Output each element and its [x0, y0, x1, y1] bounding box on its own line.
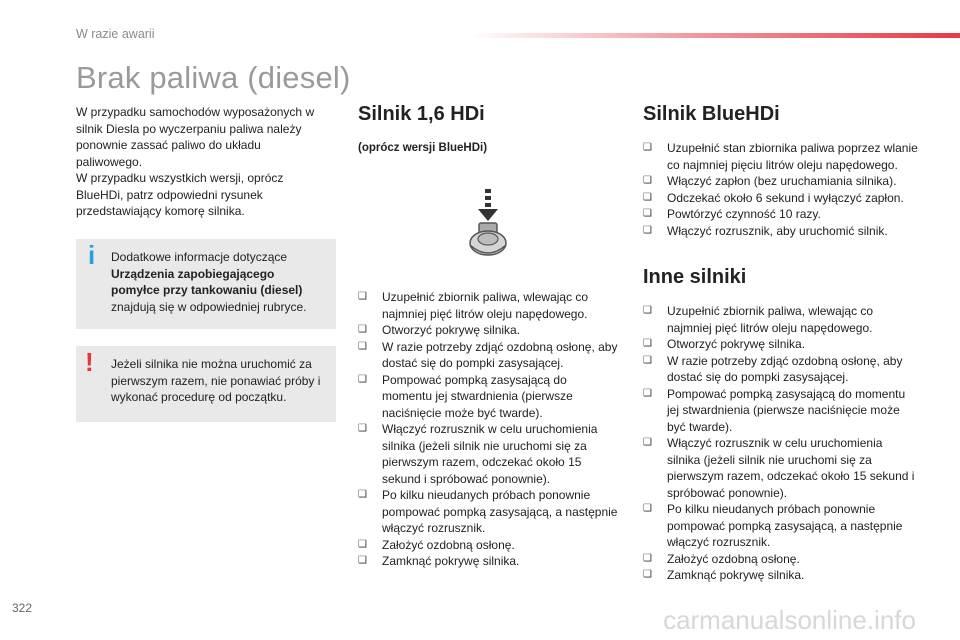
step-item: ❑ Założyć ozdobną osłonę.: [358, 537, 515, 552]
hdi-title: Silnik 1,6 HDi: [358, 103, 485, 125]
checkbox-icon: ❑: [643, 191, 652, 203]
step-item: ❑ Uzupełnić stan zbiornika paliwa poprzez wlanie co najmniej pięciu litrów oleju napędowego.: [643, 141, 918, 172]
step-item: ❑ Po kilku nieudanych próbach ponownie pompować pompką zasysającą, a następnie włączyć rozrusznik.: [358, 488, 618, 535]
checkbox-icon: ❑: [643, 569, 652, 580]
info-icon: i: [88, 240, 96, 270]
hdi-steps: [358, 289, 618, 570]
checkbox-icon: ❑: [643, 142, 652, 153]
info-text-pre: Dodatkowe informacje dotyczące: [111, 250, 288, 264]
step-item: ❑ Włączyć rozrusznik w celu uruchomienia silnika (jeżeli silnik nie uruchomi się za pierwszym razem, odczekać około 15 sekund i spróbować ponownie).: [358, 422, 598, 486]
watermark: carmanualsonline.info: [663, 605, 916, 635]
checkbox-icon: ❑: [643, 338, 652, 349]
step-item: ❑ Otworzyć pokrywę silnika.: [358, 323, 521, 337]
checkbox-icon: ❑: [358, 373, 367, 385]
checkbox-icon: ❑: [358, 538, 367, 550]
checkbox-icon: ❑: [643, 175, 652, 186]
checkbox-icon: ❑: [358, 555, 367, 566]
bluehdi-steps: [643, 140, 918, 239]
warning-icon: !: [85, 347, 94, 377]
checkbox-icon: ❑: [643, 354, 652, 366]
checkbox-icon: ❑: [643, 387, 652, 399]
step-item: ❑ W razie potrzeby zdjąć ozdobną osłonę, aby dostać się do pompki zasysającej.: [643, 353, 903, 384]
page-number: 322: [12, 601, 33, 615]
priming-pump-icon: [458, 187, 518, 267]
warning-box: [76, 346, 336, 422]
intro-column: [76, 104, 326, 220]
step-item: ❑ Otworzyć pokrywę silnika.: [643, 337, 806, 351]
section-header: W razie awarii: [76, 27, 155, 41]
step-item: ❑ Powtórzyć czynność 10 razy.: [643, 207, 821, 221]
step-item: ❑ Po kilku nieudanych próbach ponownie pompować pompką zasysającą, a następnie włączyć rozrusznik.: [643, 502, 903, 549]
other-engines-title: Inne silniki: [643, 266, 747, 288]
checkbox-icon: ❑: [358, 291, 367, 302]
info-text-bold: Urządzenia zapobiegającego pomyłce przy tankowaniu (diesel): [111, 266, 303, 297]
step-item: ❑ Uzupełnić zbiornik paliwa, wlewając co najmniej pięć litrów oleju napędowego.: [358, 290, 589, 321]
info-box-text: [111, 249, 326, 315]
intro-paragraph: W przypadku samochodów wyposażonych w silnik Diesla po wyczerpaniu paliwa należy ponownie zassać paliwo do układu paliwowego.: [76, 105, 315, 169]
step-item: ❑ Pompować pompką zasysającą do momentu jej stwardnienia (pierwsze naciśnięcie może być twarde).: [358, 372, 573, 420]
hdi-subtitle: (oprócz wersji BlueHDi): [358, 142, 488, 154]
checkbox-icon: ❑: [643, 305, 652, 316]
step-item: ❑ Włączyć rozrusznik, aby uruchomić silnik.: [643, 223, 888, 238]
step-item: ❑ Zamknąć pokrywę silnika.: [643, 568, 805, 582]
step-item: ❑ Zamknąć pokrywę silnika.: [358, 554, 520, 568]
page-title: Brak paliwa (diesel): [76, 60, 351, 95]
info-text-post: znajdują się w odpowiedniej rubryce.: [111, 299, 307, 314]
checkbox-icon: ❑: [643, 503, 652, 514]
bluehdi-column: [643, 102, 918, 584]
step-item: ❑ Włączyć zapłon (bez uruchamiania silnika).: [643, 174, 897, 188]
checkbox-icon: ❑: [358, 489, 367, 500]
checkbox-icon: ❑: [643, 224, 652, 236]
checkbox-icon: ❑: [358, 423, 367, 434]
step-item: ❑ Założyć ozdobną osłonę.: [643, 551, 800, 566]
other-steps: [643, 303, 918, 584]
step-item: ❑ Pompować pompką zasysającą do momentu jej stwardnienia (pierwsze naciśnięcie może być twarde).: [643, 386, 906, 434]
step-item: ❑ W razie potrzeby zdjąć ozdobną osłonę, aby dostać się do pompki zasysającej.: [358, 339, 618, 370]
hdi-column: [358, 102, 618, 570]
header-accent-bar: [470, 33, 960, 38]
intro-paragraph: W przypadku wszystkich wersji, oprócz BlueHDi, patrz odpowiedni rysunek przedstawiający komorę silnika.: [76, 171, 284, 218]
bluehdi-title: Silnik BlueHDi: [643, 103, 780, 125]
checkbox-icon: ❑: [643, 208, 652, 219]
checkbox-icon: ❑: [358, 324, 367, 335]
step-item: ❑ Uzupełnić zbiornik paliwa, wlewając co najmniej pięć litrów oleju napędowego.: [643, 304, 874, 335]
warning-box-text: Jeżeli silnika nie można uruchomić za pierwszym razem, nie ponawiać próby i wykonać procedurę od początku.: [111, 357, 321, 404]
checkbox-icon: ❑: [358, 340, 367, 352]
checkbox-icon: ❑: [643, 552, 652, 564]
step-item: ❑ Odczekać około 6 sekund i wyłączyć zapłon.: [643, 190, 904, 205]
info-box: [76, 239, 336, 329]
step-item: ❑ Włączyć rozrusznik w celu uruchomienia silnika (jeżeli silnik nie uruchomi się za pierwszym razem, odczekać około 15 sekund i spróbować ponownie).: [643, 436, 915, 500]
checkbox-icon: ❑: [643, 437, 652, 448]
